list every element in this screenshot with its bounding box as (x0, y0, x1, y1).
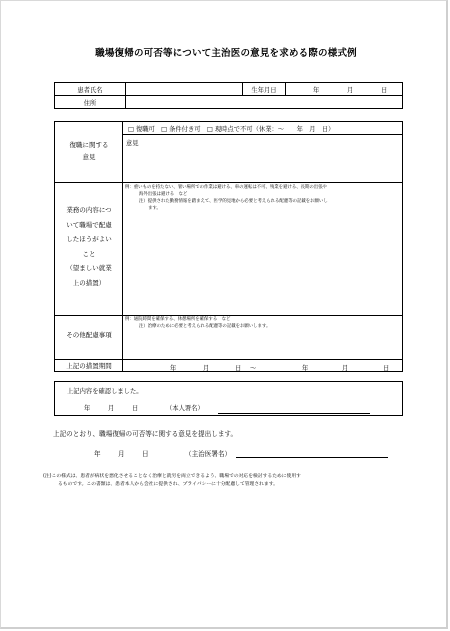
work-example-line: 海外出張は避ける など (139, 192, 188, 197)
page-title: 職場復帰の可否等について主治医の意見を求める際の様式例 (95, 48, 357, 59)
other-example-line: 例：通院時間を確保する、休憩場所を確保する など (125, 317, 231, 322)
work-label-line: 上の措置） (72, 278, 106, 287)
patient-info-table (54, 82, 403, 109)
return-options[interactable]: □ 復職可 □ 条件付き可 □ 現時点で不可（休業：～ 年 月 日） (128, 126, 335, 133)
patient-name-row (55, 83, 403, 96)
opinion-label: 意見 (126, 140, 139, 147)
period-end-day: 日 (383, 365, 390, 372)
address-row (55, 96, 403, 109)
confirm-year: 年 (84, 405, 91, 412)
work-label-line: したほうがよい (66, 235, 112, 243)
doctor-label: （主治医署名） (185, 450, 232, 458)
confirm-month: 月 (108, 405, 115, 412)
confirm-day: 日 (132, 405, 139, 412)
period-end-year: 年 (302, 365, 309, 372)
return-label-line: 意見 (82, 153, 96, 161)
patient-name-field[interactable] (126, 83, 243, 96)
return-label-line: 復職に関する (69, 141, 109, 149)
signature-label: （本人署名） (166, 405, 204, 412)
submit-year: 年 (94, 450, 101, 458)
work-label (55, 203, 123, 290)
dob-year: 年 (313, 87, 320, 94)
dob-field[interactable] (286, 83, 403, 96)
address-field[interactable] (126, 96, 403, 109)
work-label-line: いて職場で配慮 (66, 220, 112, 229)
period-start-day: 日 (235, 365, 242, 372)
period-end-month: 月 (342, 365, 349, 372)
divider (55, 359, 402, 360)
other-label: その他配慮事項 (66, 331, 112, 339)
return-label (55, 139, 123, 163)
submit-day: 日 (142, 450, 149, 458)
footnote-line: るものです。この書類は、患者本人から会社に提供され、プライバシーに十分配慮して管理されます。 (58, 482, 278, 487)
work-label-line: （望ましい就業 (66, 264, 112, 272)
signature-line[interactable] (218, 413, 370, 414)
work-note-line: 注）提供された勤務情報を踏まえて、医学的見地から必要と考えられる配慮等の記載をお願いし (139, 199, 328, 204)
dob-day: 日 (381, 87, 388, 94)
work-example (125, 184, 328, 212)
divider (122, 134, 402, 135)
work-example-line: 例：重いものを持たない、暑い場所での作業は避ける、車の運転は不可、残業を避ける、長期の出張や (125, 185, 327, 190)
confirm-text: 上記内容を確認しました。 (67, 388, 143, 395)
address-label: 住所 (55, 96, 126, 109)
period-label: 上記の措置期間 (66, 362, 112, 370)
footnote (43, 473, 301, 489)
work-label-line: 業務の内容につ (66, 206, 112, 214)
work-label-line: こと (82, 249, 96, 258)
other-example (125, 316, 270, 330)
confirmation-box (54, 381, 403, 416)
dob-month: 月 (347, 87, 354, 94)
divider (55, 182, 402, 183)
submit-text: 上記のとおり、職場復帰の可否等に関する意見を提出します。 (53, 430, 238, 438)
other-note-line: 注）治療のために必要と考えられる配慮等の記載をお願いします。 (139, 324, 271, 329)
footnote-line: (注)この様式は、患者が病状を悪化させることなく治療と就労を両立できるよう、職場での対応を検討するために使用す (43, 474, 301, 479)
work-note-line: ます。 (148, 206, 161, 211)
submit-month: 月 (118, 450, 125, 458)
period-start-month: 月 (203, 365, 210, 372)
period-tilde: ～ (250, 365, 257, 372)
period-start-year: 年 (170, 365, 177, 372)
patient-name-label: 患者氏名 (55, 83, 126, 96)
doctor-signature-line[interactable] (236, 457, 388, 458)
dob-label: 生年月日 (243, 83, 286, 96)
opinion-box (54, 121, 403, 372)
